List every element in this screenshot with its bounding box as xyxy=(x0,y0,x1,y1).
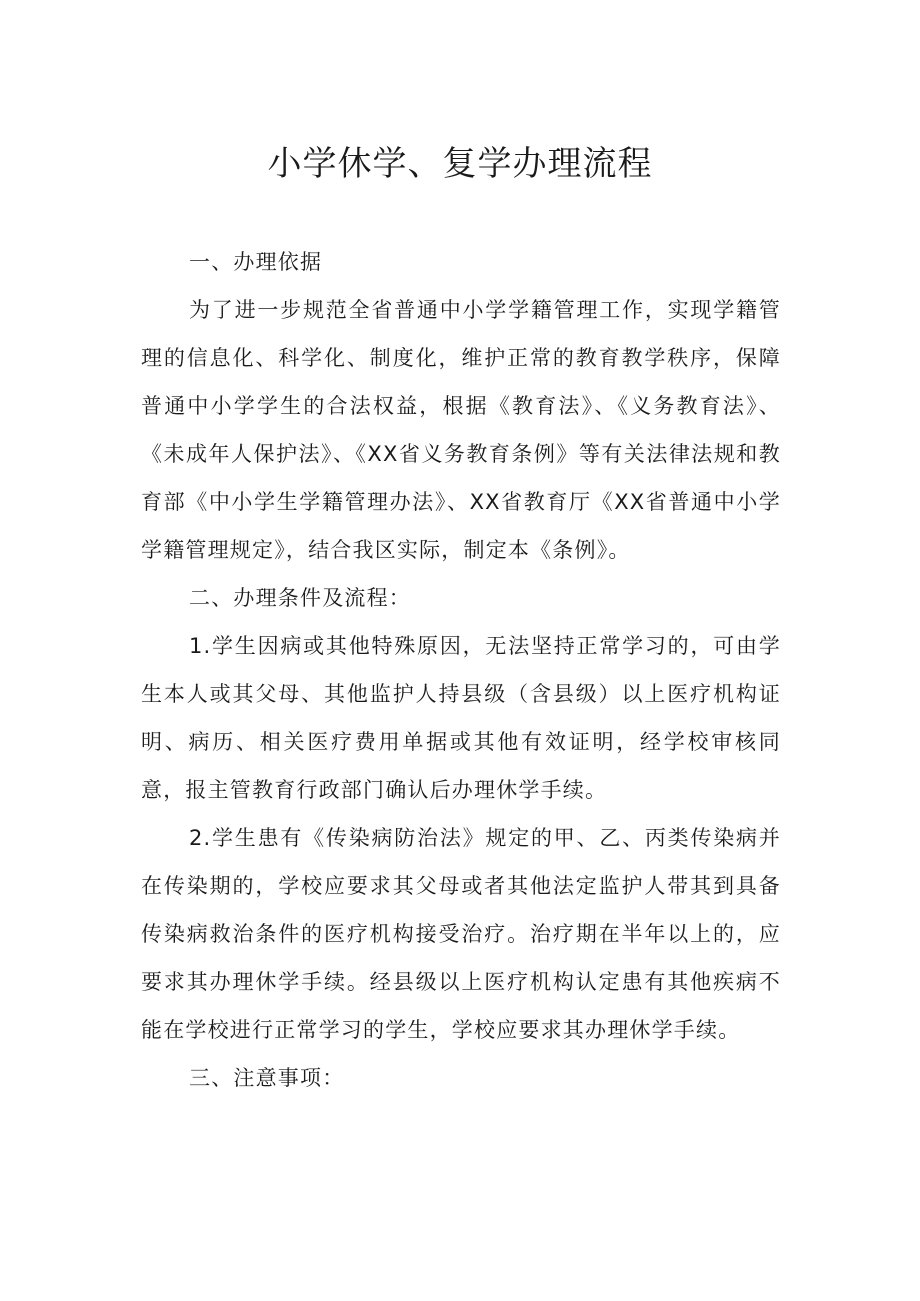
paragraph-condition-1: 1.学生因病或其他特殊原因，无法坚持正常学习的，可由学生本人或其父母、其他监护人持县级（含县级）以上医疗机构证明、病历、相关医疗费用单据或其他有效证明，经学校审核同意，报主管教育行政部门确认后办理休学手续。 xyxy=(141,634,781,802)
section-heading-basis: 一、办理依据 xyxy=(189,250,323,274)
section-heading-notes: 三、注意事项： xyxy=(189,1066,345,1090)
document-body xyxy=(141,238,781,1102)
paragraph-basis: 为了进一步规范全省普通中小学学籍管理工作，实现学籍管理的信息化、科学化、制度化，维护正常的教育教学秩序，保障普通中小学学生的合法权益，根据《教育法》、《义务教育法》、《未成年人保护法》、《XX省义务教育条例》等有关法律法规和教育部《中小学生学籍管理办法》、XX省教育厅《XX省普通中小学学籍管理规定》，结合我区实际，制定本《条例》。 xyxy=(141,298,781,562)
page-title: 小学休学、复学办理流程 xyxy=(267,144,653,184)
paragraph-condition-2: 2.学生患有《传染病防治法》规定的甲、乙、丙类传染病并在传染期的，学校应要求其父母或者其他法定监护人带其到具备传染病救治条件的医疗机构接受治疗。治疗期在半年以上的，应要求其办理休学手续。经县级以上医疗机构认定患有其他疾病不能在学校进行正常学习的学生，学校应要求其办理休学手续。 xyxy=(141,826,781,1042)
section-heading-conditions: 二、办理条件及流程： xyxy=(189,586,411,610)
